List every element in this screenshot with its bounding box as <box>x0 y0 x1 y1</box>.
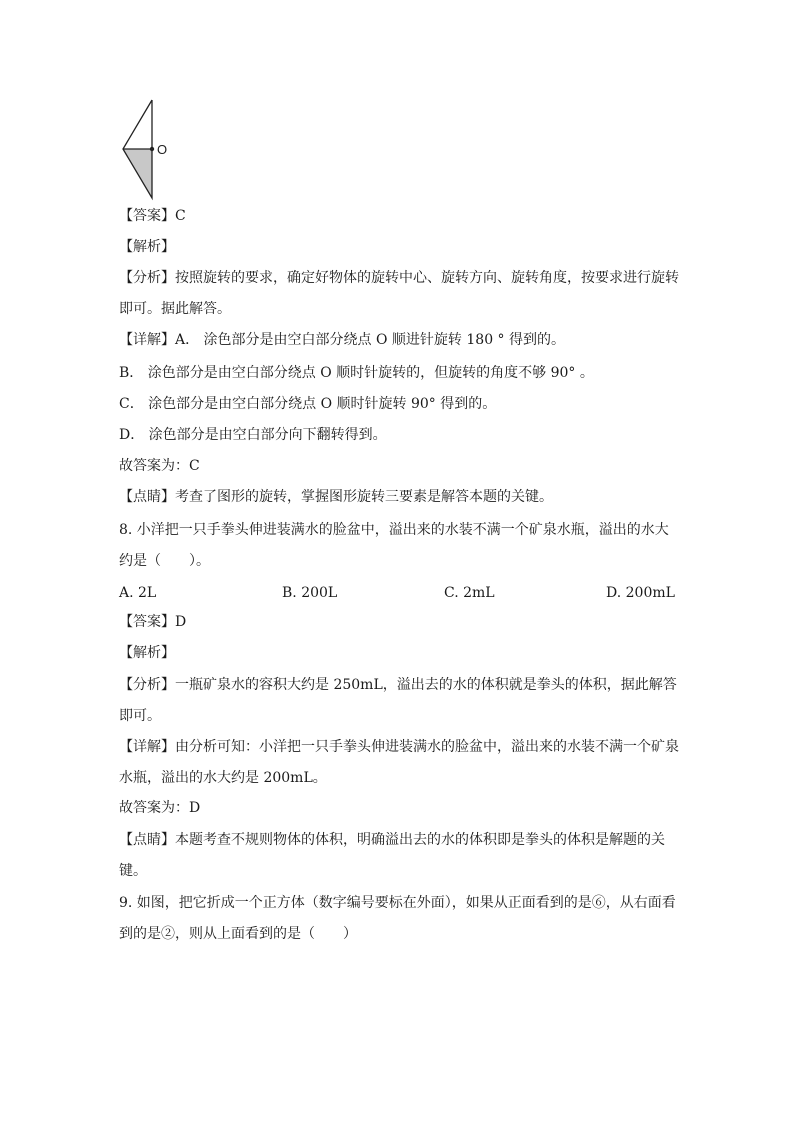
q8-option-c: C. 2mL <box>444 585 495 601</box>
q9-question: 9. 如图，把它折成一个正方体（数字编号要标在外面），如果从正面看到的是⑥，从右面看到的是②，则从上面看到的是（ ） <box>119 895 676 942</box>
triangle-diagram <box>110 92 180 210</box>
point-o-dot <box>150 147 154 151</box>
point-o-label: O <box>157 142 168 157</box>
q8-answer: 【答案】D <box>119 614 187 630</box>
q7-analysis-heading: 【解析】 <box>119 239 175 255</box>
q8-option-a: A. 2L <box>119 585 157 601</box>
q8-conclusion: 故答案为：D <box>119 800 201 816</box>
q7-answer: 【答案】C <box>119 208 186 224</box>
q7-detail-c: C． 涂色部分是由空白部分绕点 O 顺时针旋转 90° 得到的。 <box>119 396 497 412</box>
q8-option-b: B. 200L <box>282 585 338 601</box>
q8-analysis-heading: 【解析】 <box>119 645 175 661</box>
rotation-figure <box>110 92 180 210</box>
q8-comment: 【点睛】本题考查不规则物体的体积，明确溢出去的水的体积即是拳头的体积是解题的关键。 <box>119 832 665 879</box>
q7-comment: 【点睛】考查了图形的旋转，掌握图形旋转三要素是解答本题的关键。 <box>119 489 553 505</box>
q7-detail-d: D． 涂色部分是由空白部分向下翻转得到。 <box>119 427 387 443</box>
q7-detail-a: 【详解】A． 涂色部分是由空白部分绕点 O 顺进针旋转 180 ° 得到的。 <box>119 332 566 348</box>
q7-analysis: 【分析】按照旋转的要求，确定好物体的旋转中心、旋转方向、旋转角度，按要求进行旋转即可。据此解答。 <box>119 270 679 317</box>
q7-conclusion: 故答案为：C <box>119 458 200 474</box>
q8-analysis: 【分析】一瓶矿泉水的容积大约是 250mL，溢出去的水的体积就是拳头的体积，据此解答即可。 <box>119 677 677 724</box>
q8-question: 8. 小洋把一只手拳头伸进装满水的脸盆中，溢出来的水装不满一个矿泉水瓶，溢出的水大约是（ ）。 <box>119 522 669 569</box>
q7-detail-b: B． 涂色部分是由空白部分绕点 O 顺时针旋转的，但旋转的角度不够 90° 。 <box>119 365 594 381</box>
q8-detail: 【详解】由分析可知：小洋把一只手拳头伸进装满水的脸盆中，溢出来的水装不满一个矿泉水瓶，溢出的水大约是 200mL。 <box>119 739 679 786</box>
q8-option-d: D. 200mL <box>606 585 675 601</box>
